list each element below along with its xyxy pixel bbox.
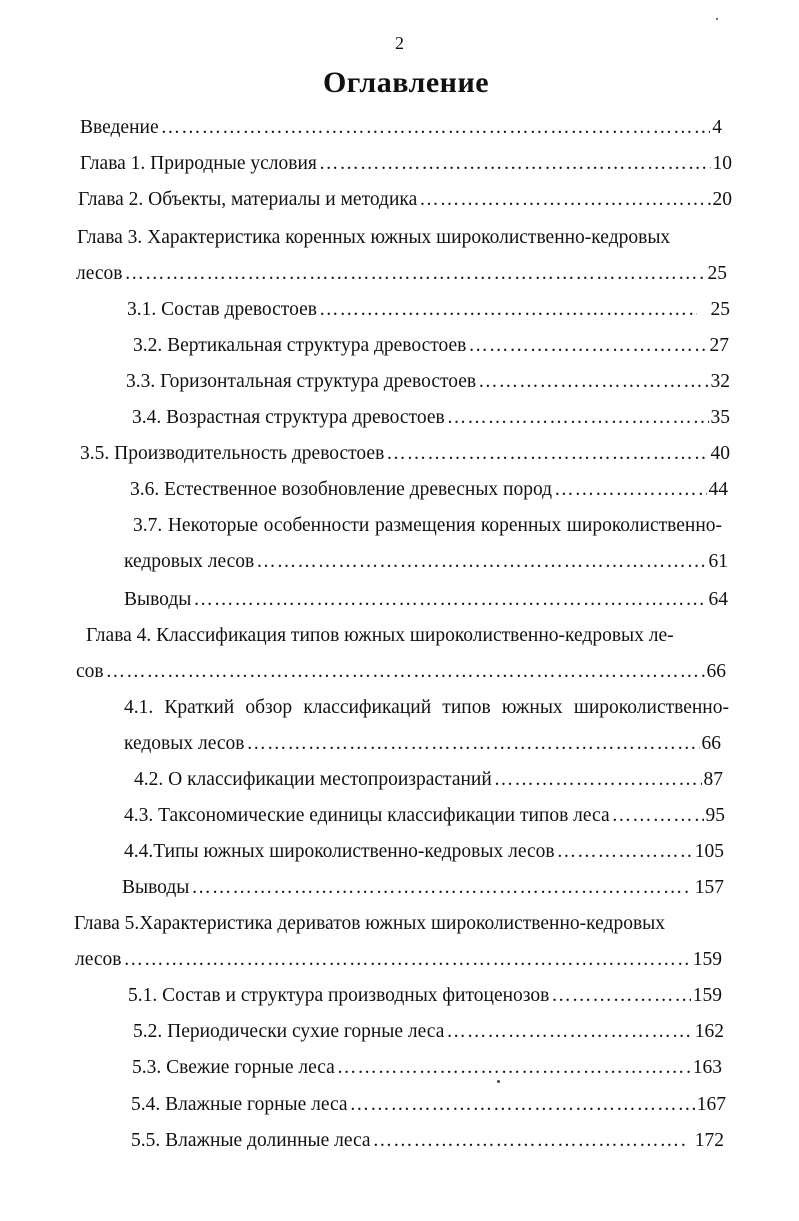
toc-entry-page: 157 (694, 877, 724, 898)
toc-leader (193, 588, 706, 612)
toc-leader (256, 550, 706, 574)
toc-entry-page: 35 (710, 407, 730, 428)
toc-leader (350, 1093, 695, 1117)
toc-entry-page: 105 (694, 841, 724, 862)
toc-entry-text: 4.1. Краткий обзор классификаций типов южных широколиственно- (124, 697, 729, 718)
toc-entry-page: 66 (701, 733, 721, 754)
toc-entry-page: 66 (706, 661, 726, 682)
toc-entry (80, 152, 732, 176)
toc-entry-text: кедовых лесов (124, 733, 245, 754)
toc-entry-text: 3.1. Состав древостоев (127, 299, 317, 320)
toc-leader (319, 298, 697, 322)
toc-entry (133, 514, 722, 538)
toc-entry-page: 64 (708, 589, 728, 610)
toc-leader (468, 334, 707, 358)
toc-entry-page: 10 (712, 153, 732, 174)
toc-entry (75, 948, 722, 972)
toc-entry (124, 588, 728, 612)
toc-entry (131, 1093, 726, 1117)
toc-leader (106, 660, 705, 684)
toc-leader (191, 876, 688, 900)
toc-leader (319, 152, 711, 176)
toc-entry (80, 442, 730, 466)
toc-leader (246, 732, 699, 756)
toc-entry-text: лесов (76, 263, 123, 284)
toc-entry-text: 3.4. Возрастная структура древостоев (132, 407, 445, 428)
toc-entry-page: 167 (696, 1094, 726, 1115)
toc-leader (373, 1129, 687, 1153)
page-title: Оглавление (322, 66, 490, 99)
toc-leader (478, 370, 708, 394)
toc-leader (446, 1020, 692, 1044)
toc-entry-text: Введение (80, 117, 159, 138)
toc-entry (124, 840, 724, 864)
toc-entry (124, 732, 721, 756)
toc-entry-text: 5.2. Периодически сухие горные леса (133, 1021, 445, 1042)
toc-entry-text: 5.5. Влажные долинные леса (131, 1130, 371, 1151)
toc-entry-page: 61 (708, 551, 728, 572)
toc-entry-page: 163 (692, 1057, 722, 1078)
toc-entry-text: Глава 3. Характеристика коренных южных широколиственно-кедровых (77, 227, 671, 248)
toc-leader (447, 406, 709, 430)
toc-entry-text: 4.3. Таксономические единицы классификации типов леса (124, 805, 610, 826)
toc-entry-page: 40 (710, 443, 730, 464)
toc-entry-page: 87 (703, 769, 723, 790)
toc-entry-text: 5.4. Влажные горные леса (131, 1094, 348, 1115)
toc-entry (132, 1056, 722, 1080)
toc-entry-text: Глава 1. Природные условия (80, 153, 317, 174)
toc-leader (123, 948, 690, 972)
toc-entry-page: 32 (710, 371, 730, 392)
toc-entry (74, 912, 694, 936)
toc-entry-page: 25 (707, 263, 727, 284)
toc-entry-text: лесов (75, 949, 122, 970)
toc-entry-page: 44 (708, 479, 728, 500)
toc-entry (124, 804, 725, 828)
toc-entry (76, 660, 726, 684)
toc-entry (124, 550, 728, 574)
scan-speck (497, 1080, 500, 1083)
toc-leader (161, 116, 711, 140)
toc-entry-text: 4.2. О классификации местопроизрастаний (134, 769, 492, 790)
toc-leader (557, 840, 693, 864)
toc-entry-page: 20 (712, 189, 732, 210)
toc-entry (124, 696, 729, 720)
toc-leader (124, 262, 705, 286)
toc-entry-text: кедровых лесов (124, 551, 255, 572)
toc-leader (554, 478, 706, 502)
toc-entry-page: 159 (692, 985, 722, 1006)
toc-entry (133, 1020, 724, 1044)
toc-entry-page: 95 (705, 805, 725, 826)
toc-entry (77, 226, 697, 250)
toc-entry (130, 478, 728, 502)
toc-leader (551, 984, 690, 1008)
toc-leader (419, 188, 710, 212)
toc-leader (386, 442, 708, 466)
toc-leader (337, 1056, 691, 1080)
toc-entry-text: 5.3. Свежие горные леса (132, 1057, 335, 1078)
toc-entry-text: 3.3. Горизонтальная структура древостоев (126, 371, 477, 392)
toc-entry-page: 4 (712, 117, 722, 138)
toc-entry-text: Выводы (124, 589, 192, 610)
toc-entry-page: 162 (694, 1021, 724, 1042)
toc-entry-text: 3.6. Естественное возобновление древесных пород (130, 479, 553, 500)
toc-entry (78, 188, 732, 212)
toc-entry (126, 370, 730, 394)
toc-entry-text: 3.5. Производительность древостоев (80, 443, 385, 464)
toc-entry-text: 5.1. Состав и структура производных фитоценозов (128, 985, 550, 1006)
toc-entry (122, 876, 724, 900)
toc-leader (494, 768, 702, 792)
toc-entry-page: 25 (710, 299, 730, 320)
toc-entry-text: Глава 5.Характеристика дериватов южных широколиственно-кедровых (74, 913, 666, 934)
toc-entry (76, 262, 727, 286)
toc-entry (133, 334, 729, 358)
toc-entry-text: Глава 2. Объекты, материалы и методика (78, 189, 418, 210)
toc-entry-text: Глава 4. Классификация типов южных широколиственно-кедровых ле- (86, 625, 674, 646)
page-number: 2 (395, 33, 404, 53)
toc-leader (612, 804, 704, 828)
toc-entry (86, 624, 706, 648)
toc-entry-text: Выводы (122, 877, 190, 898)
toc-entry-text: сов (76, 661, 104, 682)
toc-entry-page: 159 (692, 949, 722, 970)
toc-entry-page: 172 (694, 1130, 724, 1151)
toc-entry (131, 1129, 724, 1153)
toc-entry (128, 984, 722, 1008)
toc-entry (80, 116, 722, 140)
toc-entry (134, 768, 723, 792)
toc-entry (132, 406, 730, 430)
toc-entry-text: 3.7. Некоторые особенности размещения коренных широколиственно- (133, 515, 722, 536)
toc-entry-text: 3.2. Вертикальная структура древостоев (133, 335, 467, 356)
toc-entry-page: 27 (709, 335, 729, 356)
toc-entry (127, 298, 730, 322)
toc-entry-text: 4.4.Типы южных широколиственно-кедровых лесов (124, 841, 555, 862)
scan-speck (716, 18, 718, 20)
